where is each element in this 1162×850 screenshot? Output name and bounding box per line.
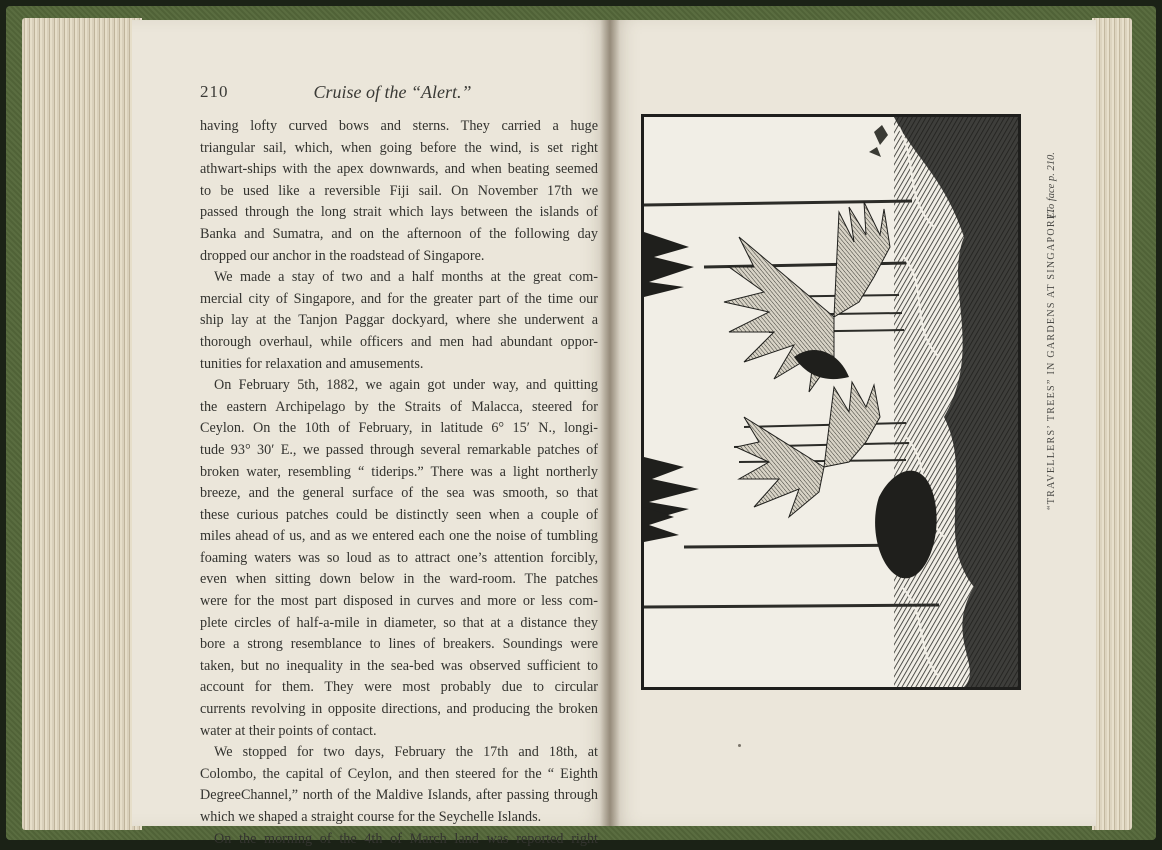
text-line: miles ahead of us, and as we entered each one the noise of tumbling — [200, 528, 598, 545]
text-line: taken, but no inequality in the sea-bed was observed sufficient to — [200, 657, 598, 674]
text-line: We made a stay of two and a half months at the great com- — [214, 269, 598, 286]
text-line: On February 5th, 1882, we again got under way, and quitting — [214, 377, 598, 394]
text-line: were for the most part disposed in curves and more or less com- — [200, 593, 598, 610]
left-page-edges — [22, 18, 142, 830]
plate-reference: [To face p. 210. — [1046, 152, 1057, 218]
text-line: athwart-ships with the apex downwards, and when beating seemed — [200, 161, 598, 178]
text-line: We stopped for two days, February the 17th and 18th, at — [214, 744, 598, 761]
text-line: bore a strong resemblance to lines of breakers. Soundings were — [200, 636, 598, 653]
book-gutter — [600, 20, 620, 826]
text-line: currents revolving in opposite directions, and producing the broken — [200, 701, 598, 718]
text-line: mercial city of Singapore, and for the greater part of the time our — [200, 290, 598, 307]
text-line: DegreeChannel,” north of the Maldive Islands, after passing through — [200, 787, 598, 804]
text-line: breeze, and the general surface of the sea was smooth, so that — [200, 485, 598, 502]
text-line: triangular sail, which, when going before the wind, is set right — [200, 139, 598, 156]
text-line: foaming waters was so loud as to attract one’s attention forcibly, — [200, 549, 598, 566]
running-head: Cruise of the “Alert.” — [313, 82, 472, 102]
page-number: 210 — [200, 82, 229, 101]
text-line: ship lay at the Tanjon Paggar dockyard, where she underwent a — [200, 312, 598, 329]
text-line: water at their points of contact. — [200, 722, 377, 739]
text-line: the eastern Archipelago by the Straits of Malacca, steered for — [200, 398, 598, 415]
body-text — [200, 116, 598, 850]
text-line: having lofty curved bows and sterns. They carried a huge — [200, 118, 598, 134]
text-line: plete circles of half-a-mile in diameter, so that at a distance they — [200, 614, 598, 631]
right-page-edges — [1092, 18, 1132, 830]
text-line: these curious patches could be distinctly seen when a couple of — [200, 506, 598, 523]
text-line: tude 93° 30′ E., we passed through several remarkable patches of — [200, 441, 598, 458]
text-line: to be used like a reversible Fiji sail. On November 17th we — [200, 182, 598, 199]
plate-caption: “TRAVELLERS’ TREES” IN GARDENS AT SINGAPORE. — [1046, 207, 1057, 510]
text-line: which we shaped a straight course for the Seychelle Islands. — [200, 809, 542, 825]
text-line: broken water, resembling “ tiderips.” There was a light northerly — [200, 463, 598, 480]
text-line: On the morning of the 4th of March land was reported right — [214, 830, 598, 847]
page-speck — [738, 744, 741, 747]
text-line: Banka and Sumatra, and on the afternoon of the following day — [200, 225, 598, 242]
travellers-trees-illustration — [644, 117, 1018, 687]
text-line: Colombo, the capital of Ceylon, and then steered for the “ Eighth — [200, 765, 598, 782]
text-line: tunities for relaxation and amusements. — [200, 355, 424, 372]
engraving-plate — [641, 114, 1021, 690]
text-line: even when sitting down below in the ward-room. The patches — [200, 571, 598, 588]
text-line: account for them. They were most probably due to circular — [200, 679, 598, 696]
text-line: dropped our anchor in the roadstead of Singapore. — [200, 247, 485, 264]
text-line: thorough overhaul, while officers and men had abundant oppor- — [200, 333, 598, 350]
text-line: Ceylon. On the 10th of February, in latitude 6° 15′ N., longi- — [200, 420, 598, 437]
text-line: passed through the long strait which lays between the islands of — [200, 204, 598, 221]
